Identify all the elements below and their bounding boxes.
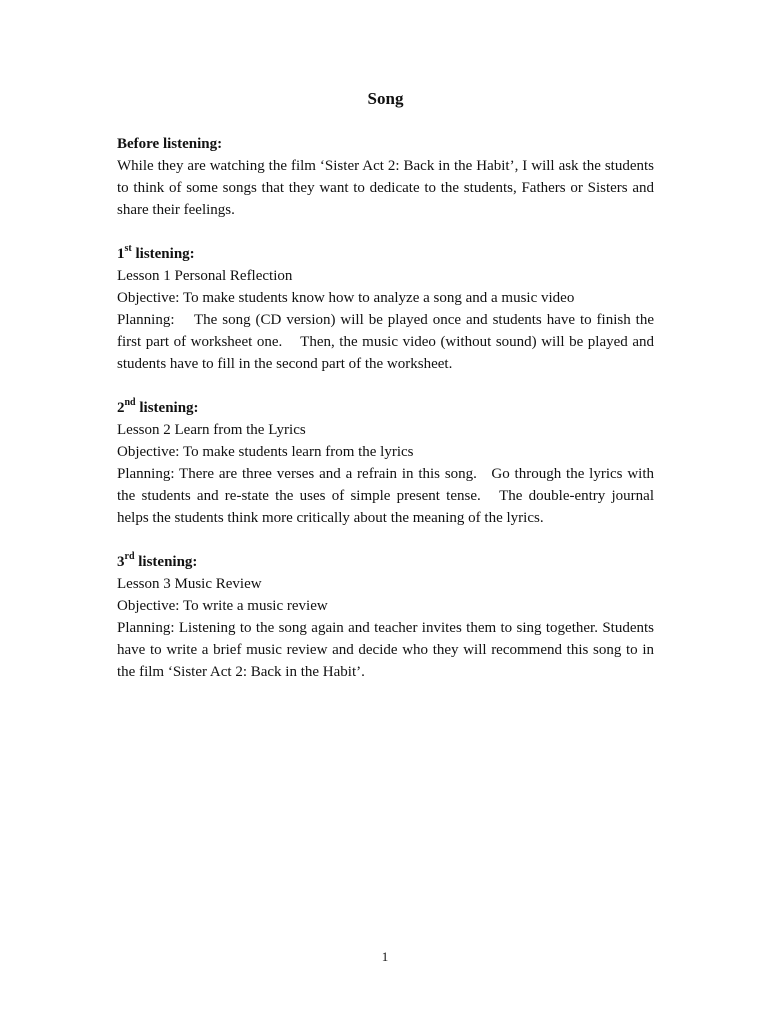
heading-number: 1: [117, 246, 125, 262]
heading-number: 3: [117, 554, 125, 570]
section-third-listening: [117, 551, 654, 683]
section-second-listening: [117, 397, 658, 529]
heading-text: listening:: [131, 246, 195, 262]
section-heading: [117, 397, 654, 419]
document-page: [117, 88, 658, 705]
heading-ordinal: st: [124, 243, 132, 254]
section-first-listening: [117, 243, 658, 375]
heading-text: listening:: [134, 554, 198, 570]
heading-text: listening:: [135, 400, 199, 416]
section-paragraph: While they are watching the film ‘Sister Act 2: Back in the Habit’, I will ask the students to think of some songs that they want to dedicate to the students, Fathers or Sisters and share their feelings.: [117, 158, 654, 218]
section-paragraph: Planning: Listening to the song again and teacher invites them to sing together. Students have to write a brief music review and decide who they will recommend this song to in the film ‘Sister Act 2: Back in the Habit’.: [117, 620, 654, 680]
section-before-listening: [117, 133, 654, 221]
section-heading: [117, 551, 654, 573]
lesson-title: Lesson 1 Personal Reflection: [117, 268, 293, 284]
page-title: Song: [367, 89, 404, 108]
section-paragraph: Planning: The song (CD version) will be played once and students have to finish the first part of worksheet one. Then, the music video (without sound) will be played and students have to fill in the second part of the worksheet.: [117, 312, 658, 372]
lesson-objective: Objective: To write a music review: [117, 598, 328, 614]
heading-ordinal: rd: [124, 551, 135, 562]
lesson-objective: Objective: To make students know how to analyze a song and a music video: [117, 290, 575, 306]
heading-text: Before listening:: [117, 136, 223, 152]
lesson-title: Lesson 3 Music Review: [117, 576, 262, 592]
section-heading: [117, 133, 654, 155]
lesson-objective: Objective: To make students learn from the lyrics: [117, 444, 414, 460]
section-paragraph: Planning: There are three verses and a refrain in this song. Go through the lyrics with the students and re-state the uses of simple present tense. The double-entry journal helps the students think more critically about the meaning of the lyrics.: [117, 466, 658, 526]
section-heading: [117, 243, 654, 265]
heading-number: 2: [117, 400, 125, 416]
page-number: 1: [381, 949, 389, 964]
heading-ordinal: nd: [124, 397, 136, 408]
lesson-title: Lesson 2 Learn from the Lyrics: [117, 422, 306, 438]
